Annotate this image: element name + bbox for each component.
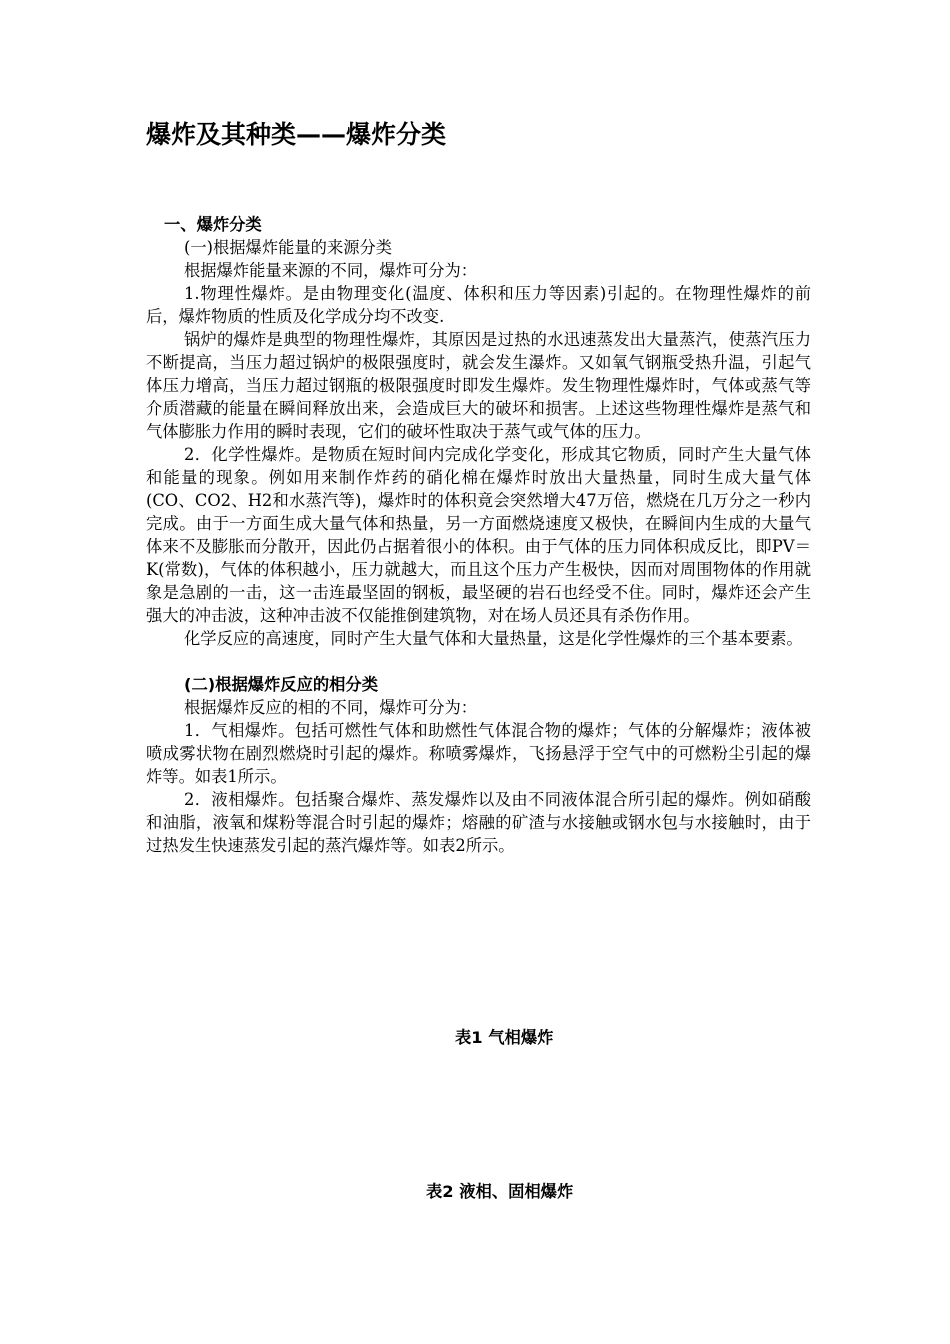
paragraph: 化学反应的高速度，同时产生大量气体和大量热量，这是化学性爆炸的三个基本要素。 [184, 629, 803, 648]
table2-caption: 表2 液相、固相爆炸 [426, 1182, 574, 1201]
paragraph: 1．气相爆炸。包括可燃性气体和助燃性气体混合物的爆炸；气体的分解爆炸；液体被喷成雾状物在剧烈燃烧时引起的爆炸。称喷雾爆炸，飞扬悬浮于空气中的可燃粉尘引起的爆炸等。如表1所示。 [146, 721, 811, 786]
section-heading: 一、爆炸分类 [164, 215, 262, 234]
paragraph: 2．化学性爆炸。是物质在短时间内完成化学变化，形成其它物质，同时产生大量气体和能量的现象。例如用来制作炸药的硝化棉在爆炸时放出大量热量，同时生成大量气体(CO、CO2、H2和水蒸汽等)，爆炸时的体积竟会突然增大47万倍，燃烧在几万分之一秒内完成。由于一方面生成大量气体和热量，另一方面燃烧速度又极快，在瞬间内生成的大量气体来不及膨胀而分散开，因此仍占据着很小的体积。由于气体的压力同体积成反比，即PV＝K(常数)，气体的体积越小，压力就越大，而且这个压力产生极快，因而对周围物体的作用就象是急剧的一击，这一击连最坚固的钢板，最坚硬的岩石也经受不住。同时，爆炸还会产生强大的冲击波，这种冲击波不仅能推倒建筑物，对在场人员还具有杀伤作用。 [146, 445, 811, 625]
paragraph: 根据爆炸反应的相的不同，爆炸可分为： [184, 698, 478, 717]
paragraph: 1.物理性爆炸。是由物理变化(温度、体积和压力等因素)引起的。在物理性爆炸的前后，爆炸物质的性质及化学成分均不改变. [146, 284, 811, 326]
paragraph: 根据爆炸能量来源的不同，爆炸可分为： [184, 261, 478, 280]
document-title: 爆炸及其种类——爆炸分类 [146, 120, 447, 149]
subsection-heading-phase: (二)根据爆炸反应的相分类 [184, 675, 378, 694]
document-body [146, 213, 811, 857]
paragraph: 锅炉的爆炸是典型的物理性爆炸，其原因是过热的水迅速蒸发出大量蒸汽，使蒸汽压力不断提高，当压力超过锅炉的极限强度时，就会发生瀑炸。又如氧气钢瓶受热升温，引起气体压力增高，当压力超过钢瓶的极限强度时即发生爆炸。发生物理性爆炸时，气体或蒸气等介质潜藏的能量在瞬间释放出来，会造成巨大的破坏和损害。上述这些物理性爆炸是蒸气和气体膨胀力作用的瞬时表现，它们的破坏性取决于蒸气或气体的压力。 [146, 330, 811, 441]
paragraph: 2．液相爆炸。包括聚合爆炸、蒸发爆炸以及由不同液体混合所引起的爆炸。例如硝酸和油脂，液氧和煤粉等混合时引起的爆炸；熔融的矿渣与水接触或钢水包与水接触时，由于过热发生快速蒸发引起的蒸汽爆炸等。如表2所示。 [146, 790, 811, 855]
table1-caption: 表1 气相爆炸 [455, 1028, 554, 1047]
subsection-heading-energy: (一)根据爆炸能量的来源分类 [184, 238, 393, 257]
